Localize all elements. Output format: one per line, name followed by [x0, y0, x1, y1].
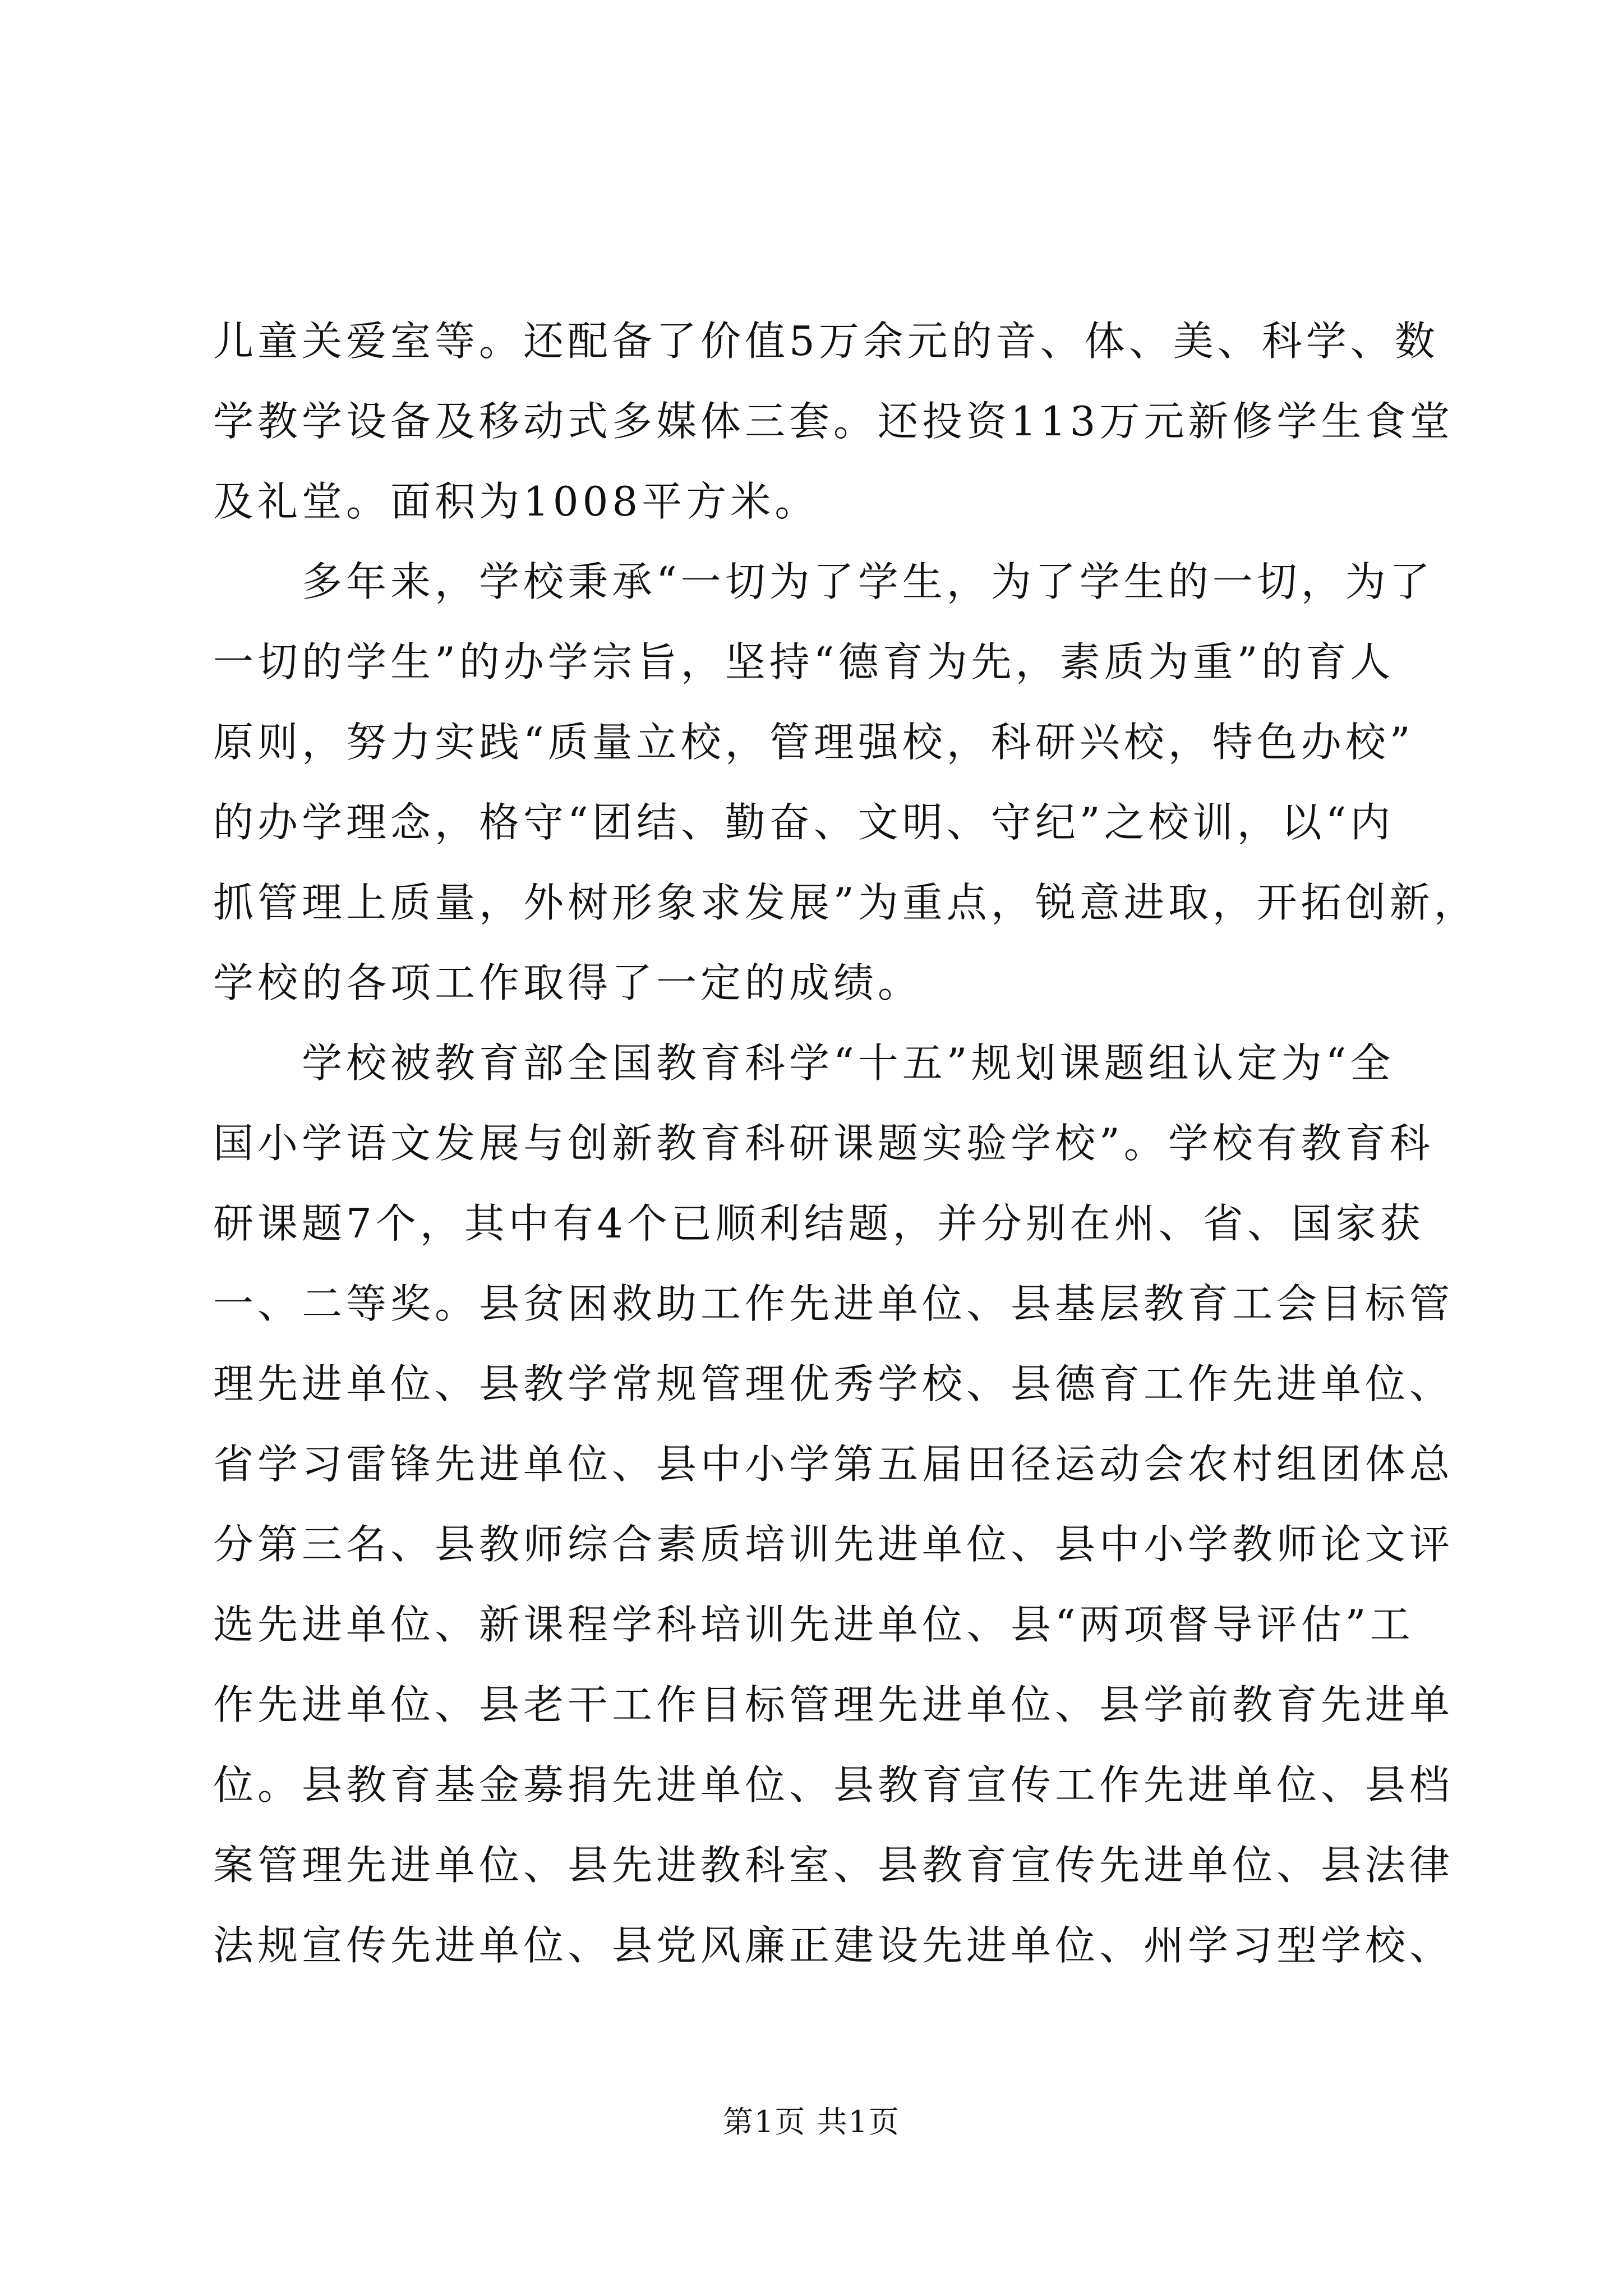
text-line-10: 学校被教育部全国教育科学“十五”规划课题组认定为“全: [213, 1039, 1395, 1087]
text-line-12: 研课题7个，其中有4个已顺利结题，并分别在州、省、国家获: [213, 1200, 1424, 1247]
text-line-17: 选先进单位、新课程学科培训先进单位、县“两项督导评估”工: [213, 1601, 1414, 1648]
text-line-6: 原则，努力实践“质量立校，管理强校，科研兴校，特色办校”: [213, 719, 1414, 766]
text-line-2: 学教学设备及移动式多媒体三套。还投资113万元新修学生食堂: [213, 398, 1454, 445]
text-line-9: 学校的各项工作取得了一定的成绩。: [213, 959, 923, 1006]
page-footer: 第1页 共1页: [723, 2104, 900, 2139]
text-line-4: 多年来，学校秉承“一切为了学生，为了学生的一切，为了: [213, 558, 1434, 605]
text-line-8: 抓管理上质量，外树形象求发展”为重点，锐意进取，开拓创新，: [213, 879, 1478, 926]
text-line-5: 一切的学生”的办学宗旨，坚持“德育为先，素质为重”的育人: [213, 638, 1395, 685]
text-line-21: 法规宣传先进单位、县党风廉正建设先进单位、州学习型学校、: [213, 1922, 1454, 1969]
text-line-13: 一、二等奖。县贫困救助工作先进单位、县基层教育工会目标管: [213, 1280, 1454, 1327]
text-line-15: 省学习雷锋先进单位、县中小学第五届田径运动会农村组团体总: [213, 1441, 1454, 1488]
text-line-18: 作先进单位、县老干工作目标管理先进单位、县学前教育先进单: [213, 1681, 1454, 1728]
text-line-11: 国小学语文发展与创新教育科研课题实验学校”。学校有教育科: [213, 1120, 1434, 1167]
text-line-20: 案管理先进单位、县先进教科室、县教育宣传先进单位、县法律: [213, 1842, 1454, 1889]
text-line-7: 的办学理念，格守“团结、勤奋、文明、守纪”之校训，以“内: [213, 799, 1395, 846]
text-line-3: 及礼堂。面积为1008平方米。: [213, 478, 819, 525]
text-line-16: 分第三名、县教师综合素质培训先进单位、县中小学教师论文评: [213, 1521, 1454, 1568]
text-line-14: 理先进单位、县教学常规管理优秀学校、县德育工作先进单位、: [213, 1360, 1454, 1407]
text-line-1: 儿童关爱室等。还配备了价值5万余元的音、体、美、科学、数: [213, 318, 1439, 365]
text-line-19: 位。县教育基金募捐先进单位、县教育宣传工作先进单位、县档: [213, 1761, 1454, 1809]
